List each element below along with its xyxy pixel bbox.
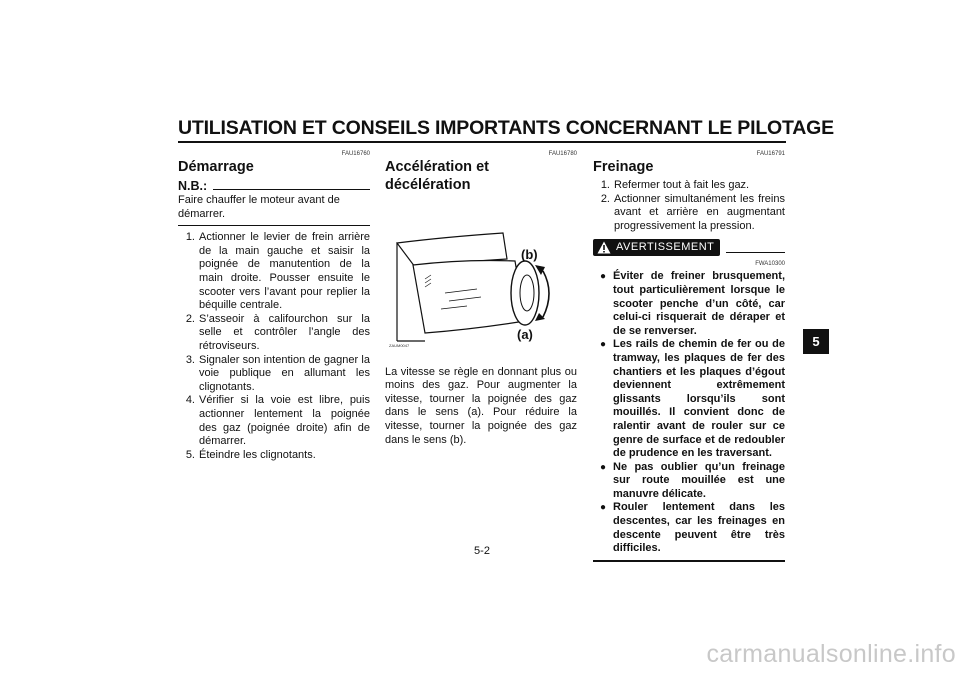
bullet-icon: ● — [599, 339, 607, 351]
chapter-tab: 5 — [803, 329, 829, 354]
warning-badge — [593, 239, 720, 256]
list-item — [593, 501, 785, 555]
warning-code: FWA10300 — [755, 261, 785, 268]
section-freinage — [593, 150, 785, 562]
section-acceleration — [385, 150, 577, 447]
warning-text: Ne pas oublier qu’un freinage sur route mouillée est une manuvre délicate. — [613, 460, 785, 500]
bullet-icon: ● — [599, 271, 607, 283]
step-text: Signaler son intention de gagner la voie publique en allumant les clignotants. — [199, 353, 370, 393]
section-demarrage — [178, 150, 370, 462]
step-number: 3. — [185, 353, 195, 366]
step-text: Vérifier si la voie est libre, puis actionner lentement la poignée des gaz (poignée droite) afin de démarrer. — [199, 394, 370, 448]
warning-text: Rouler lentement dans les descentes, car les freinages en descente peuvent être très difficiles. — [613, 501, 785, 555]
warning-list — [593, 270, 785, 561]
step-text: Actionner simultanément les freins avant et arrière en augmentant progressivement la pression. — [614, 192, 785, 232]
step-number: 1. — [185, 231, 195, 244]
watermark-text: carmanualsonline.info — [706, 640, 956, 668]
step-number: 5. — [185, 448, 195, 461]
step-number: 4. — [185, 394, 195, 407]
step-number: 2. — [600, 192, 610, 205]
warning-heading — [593, 239, 785, 256]
direction-label-b: (b) — [521, 247, 538, 262]
section-title: Freinage — [593, 159, 654, 175]
section-code: FAU16791 — [756, 151, 785, 157]
figure-code: ZAUM0047 — [389, 343, 410, 348]
list-item — [178, 449, 370, 463]
list-item — [178, 231, 370, 313]
brake-steps-list — [593, 179, 785, 233]
bullet-icon: ● — [599, 502, 607, 514]
section-code: FAU16780 — [548, 151, 577, 157]
section-title: Démarrage — [178, 159, 254, 175]
warning-rule — [726, 252, 785, 253]
acceleration-paragraph: La vitesse se règle en donnant plus ou moins des gaz. Pour augmenter la vitesse, tourner la poignée des gaz dans le sens (a). Pour réduire la vitesse, tourner la poignée des gaz dans le sens (b). — [385, 365, 577, 446]
nb-rule — [213, 189, 370, 190]
direction-label-a: (a) — [517, 327, 533, 342]
step-number: 1. — [600, 179, 610, 191]
list-item — [178, 313, 370, 354]
list-item — [593, 338, 785, 460]
section-code: FAU16760 — [341, 151, 370, 157]
step-text: Actionner le levier de frein arrière de la main gauche et saisir la poignée de manutention de la main droite. Pousser ensuite le scooter vers l’avant pour replier la béquille centrale. — [199, 231, 370, 312]
nb-heading — [178, 179, 370, 193]
list-item — [593, 193, 785, 234]
warning-label: AVERTISSEMENT — [616, 241, 715, 254]
list-item — [593, 461, 785, 502]
nb-label: N.B.: — [178, 179, 208, 193]
nb-text: Faire chauffer le moteur avant de démarrer. — [178, 193, 370, 226]
step-text: S’asseoir à califourchon sur la selle et contrôler l’angle des rétroviseurs. — [199, 312, 370, 352]
step-text: Refermer tout à fait les gaz. — [614, 179, 750, 191]
list-item — [178, 354, 370, 395]
warning-text: Les rails de chemin de fer ou de tramway, les plaques de fer des chantiers et les plaques d’égout deviennent extrêmement glissants lorsqu’ils sont mouillés. Il convient donc de ralentir avant de rouler sur ce genre de surface et de redoubler de prudence en les traversant. — [613, 338, 785, 460]
warning-triangle-icon — [597, 241, 611, 254]
throttle-grip-illustration — [385, 201, 577, 351]
page-header-title: UTILISATION ET CONSEILS IMPORTANTS CONCERNANT LE PILOTAGE — [178, 117, 786, 143]
page-number: 5-2 — [474, 545, 490, 557]
section-title: Accélération et décélération — [385, 159, 489, 193]
list-item — [178, 394, 370, 448]
warning-text: Éviter de freiner brusquement, tout particulièrement lorsque le scooter penche d’un côté, car celui-ci risquerait de déraper et de se renverser. — [613, 270, 785, 337]
start-steps-list — [178, 231, 370, 462]
step-text: Éteindre les clignotants. — [199, 448, 316, 461]
list-item — [593, 179, 785, 193]
bullet-icon: ● — [599, 461, 607, 473]
step-number: 2. — [185, 312, 195, 325]
list-item — [593, 270, 785, 338]
